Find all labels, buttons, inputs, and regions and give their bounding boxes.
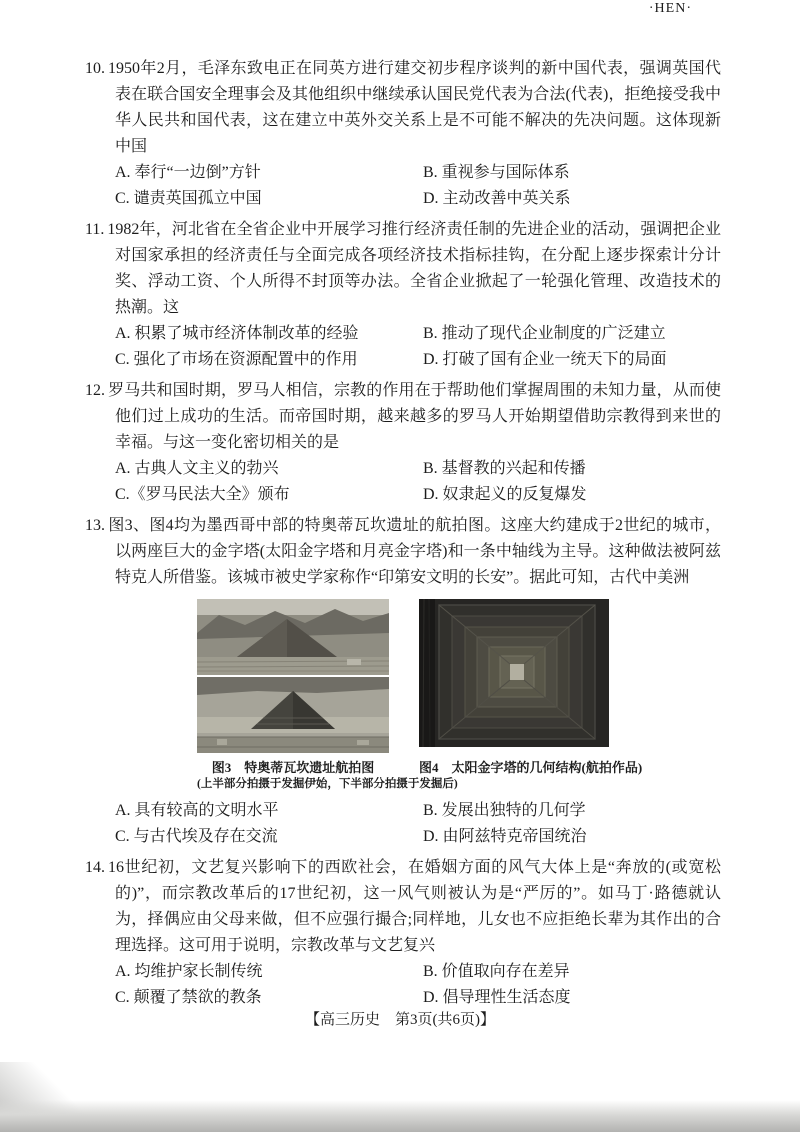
question-13-option-a: A. 具有较高的文明水平 <box>115 802 279 819</box>
question-12-option-d: D. 奴隶起义的反复爆发 <box>423 486 587 503</box>
question-12-option-c: C.《罗马民法大全》颁布 <box>115 486 290 503</box>
question-14-option-a: A. 均维护家长制传统 <box>115 963 263 980</box>
figures-row <box>85 599 721 792</box>
figure-3 <box>197 599 458 792</box>
question-14-option-d: D. 倡导理性生活态度 <box>423 989 571 1006</box>
question-11-text: 1982年，河北省在全省企业中开展学习推行经济责任制的先进企业的活动，强调把企业对国家承担的经济责任与全面完成各项经济技术指标挂钩，在分配上逐步探索计分计奖、浮动工资、个人所得不封顶等办法。全省企业掀起了一轮强化管理、改造技术的热潮。这 <box>107 221 721 316</box>
question-13-option-c: C. 与古代埃及存在交流 <box>115 828 278 845</box>
footer-page-info: 【高三历史 第3页(共6页)】 <box>305 1012 495 1028</box>
question-10-text: 1950年2月，毛泽东致电正在同英方进行建交初步程序谈判的新中国代表，强调英国代表在联合国安全理事会及其他组织中继续承认国民党代表为合法(代表)，拒绝接受我中华人民共和国代表，这在建立中英外交关系上是不可能不解决的先决问题。这体现新中国 <box>108 60 721 155</box>
question-12 <box>85 378 721 508</box>
question-12-option-a: A. 古典人文主义的勃兴 <box>115 460 279 477</box>
question-12-option-b: B. 基督教的兴起和传播 <box>423 460 586 477</box>
question-14-text: 16世纪初，文艺复兴影响下的西欧社会，在婚姻方面的风气大体上是“奔放的(或宽松的)”，而宗教改革后的17世纪初，这一风气则被认为是“严厉的”。如马丁·路德就认为，择偶应由父母来做，但不应强行撮合;同样地，儿女也不应拒绝长辈为其作出的合理选择。这可用于说明，宗教改革与文艺复兴 <box>108 859 721 954</box>
question-10-options <box>115 160 721 212</box>
question-12-text: 罗马共和国时期，罗马人相信，宗教的作用在于帮助他们掌握周围的未知力量，从而使他们过上成功的生活。而帝国时期，越来越多的罗马人开始期望借助宗教得到来世的幸福。与这一变化密切相关的是 <box>108 382 721 451</box>
figure3-aerial-photo-after-excavation <box>197 677 389 753</box>
question-11-number: 11. <box>85 221 105 238</box>
question-13-option-d: D. 由阿兹特克帝国统治 <box>423 828 587 845</box>
question-14-options <box>115 959 721 1011</box>
question-10-option-b: B. 重视参与国际体系 <box>423 164 570 181</box>
question-11-option-c: C. 强化了市场在资源配置中的作用 <box>115 351 358 368</box>
question-14 <box>85 855 721 1011</box>
figure3-subcaption: (上半部分拍摄于发掘伊始，下半部分拍摄于发掘后) <box>197 778 458 790</box>
question-11-option-b: B. 推动了现代企业制度的广泛建立 <box>423 325 666 342</box>
question-10-stem <box>85 56 721 160</box>
question-10-option-a: A. 奉行“一边倒”方针 <box>115 164 261 181</box>
footer-code: ·HEN· <box>648 1 692 16</box>
figure-4-images <box>419 599 609 755</box>
figure3-caption: 图3 特奥蒂瓦坎遗址航拍图 <box>211 760 375 775</box>
question-11-options <box>115 321 721 373</box>
question-10-number: 10. <box>85 60 105 77</box>
question-11 <box>85 217 721 373</box>
question-14-option-c: C. 颠覆了禁欲的教条 <box>115 989 262 1006</box>
question-11-option-d: D. 打破了国有企业一统天下的局面 <box>423 351 667 368</box>
page-footer <box>0 1008 800 1029</box>
question-10 <box>85 56 721 212</box>
figure4-pyramid-geometry-photo <box>419 599 609 747</box>
question-12-number: 12. <box>85 382 105 399</box>
figure-3-images <box>197 599 389 755</box>
question-13-option-b: B. 发展出独特的几何学 <box>423 802 586 819</box>
question-14-number: 14. <box>85 859 105 876</box>
question-13-text: 图3、图4均为墨西哥中部的特奥蒂瓦坎遗址的航拍图。这座大约建成于2世纪的城市，以两座巨大的金字塔(太阳金字塔和月亮金字塔)和一条中轴线为主导。这种做法被阿兹特克人所借鉴。该城市被史学家称作“印第安文明的长安”。据此可知，古代中美洲 <box>108 517 721 586</box>
question-12-stem <box>85 378 721 456</box>
figure3-aerial-photo-before-excavation <box>197 599 389 675</box>
question-10-option-d: D. 主动改善中英关系 <box>423 190 571 207</box>
question-11-option-a: A. 积累了城市经济体制改革的经验 <box>115 325 359 342</box>
question-10-option-c: C. 谴责英国孤立中国 <box>115 190 262 207</box>
question-13 <box>85 513 721 850</box>
question-13-number: 13. <box>85 517 105 534</box>
question-13-options <box>115 798 721 850</box>
question-14-option-b: B. 价值取向存在差异 <box>423 963 570 980</box>
question-14-stem <box>85 855 721 959</box>
question-12-options <box>115 456 721 508</box>
question-11-stem <box>85 217 721 321</box>
figure4-caption: 图4 太阳金字塔的几何结构(航拍作品) <box>419 760 643 775</box>
scan-bottom-edge <box>0 1100 800 1132</box>
figure-4 <box>419 599 643 792</box>
question-13-stem <box>85 513 721 591</box>
exam-content <box>85 56 721 1016</box>
